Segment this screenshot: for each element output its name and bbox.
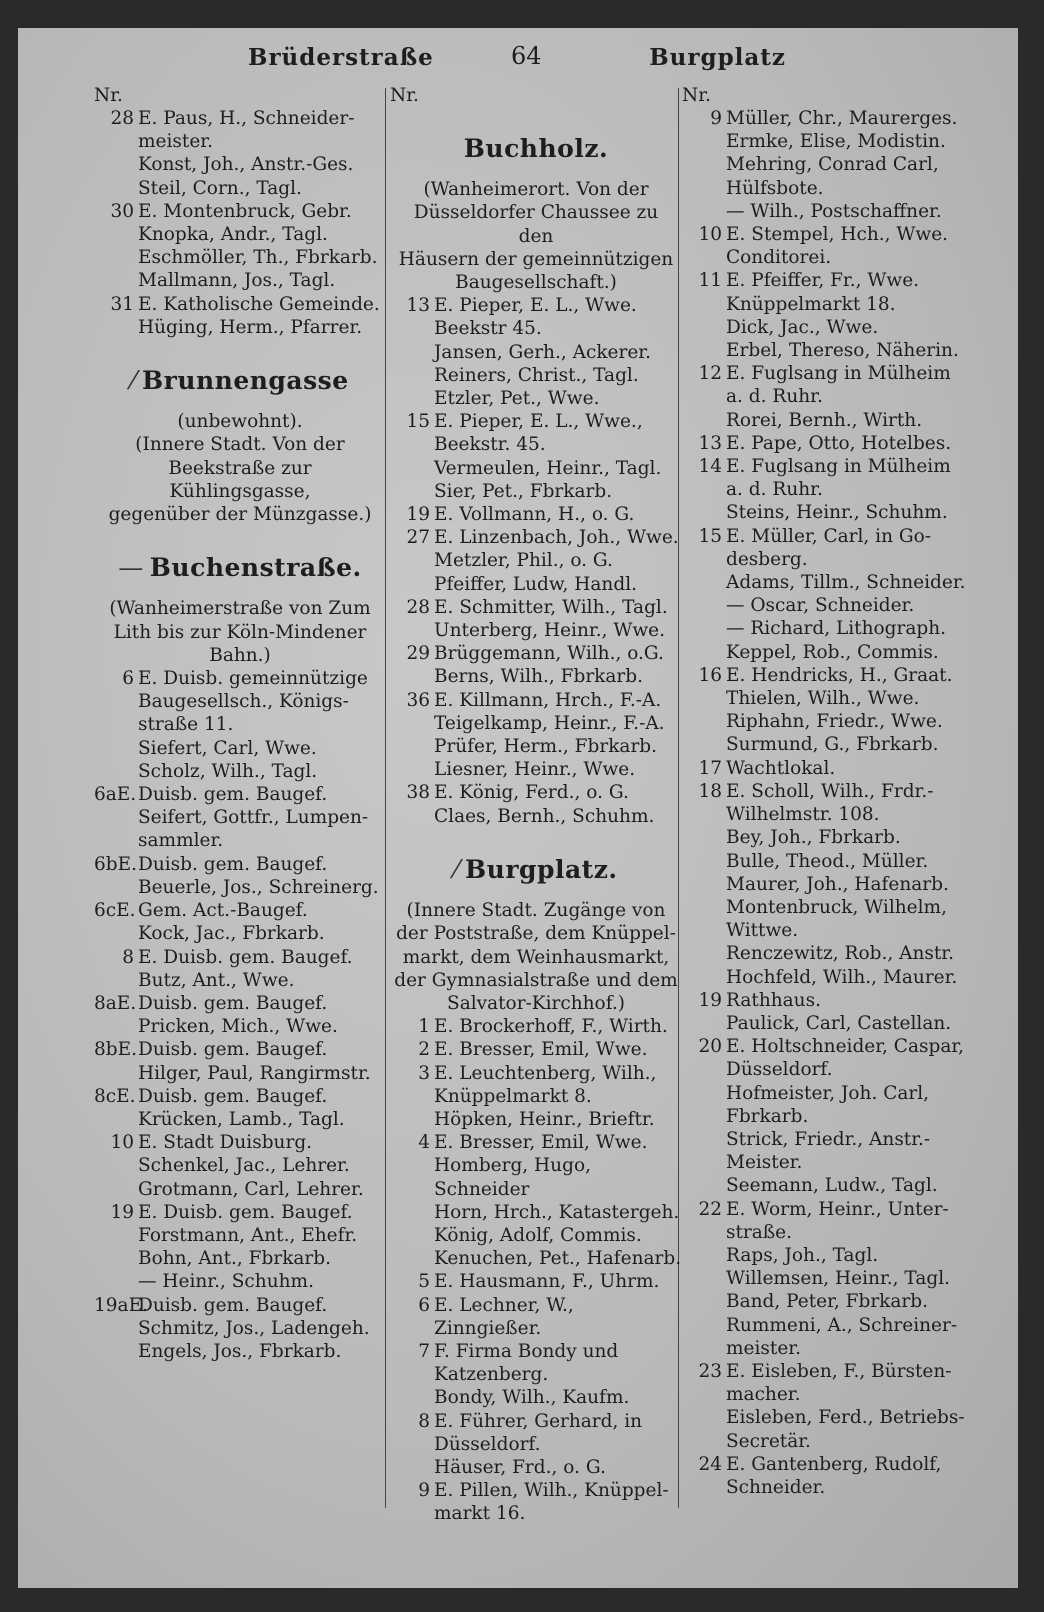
- resident-line: Teigelkamp, Heinr., F.-A.: [434, 712, 665, 734]
- resident-line: Scholz, Wilh., Tagl.: [138, 760, 318, 782]
- note-line: Beekstraße zur Kühlingsgasse,: [168, 457, 312, 502]
- note-line: (Innere Stadt. Zugänge von: [406, 900, 666, 922]
- resident-line: E. Gantenberg, Rudolf,: [726, 1453, 942, 1475]
- house-number: 6bE.: [94, 853, 137, 875]
- resident-line: Bondy, Wilh., Kaufm.: [434, 1387, 630, 1409]
- resident-line: E. Vollmann, H., o. G.: [434, 504, 635, 526]
- resident-line: E. Duisb. gem. Baugef.: [138, 946, 353, 968]
- resident-line: Beuerle, Jos., Schreinerg.: [138, 876, 379, 898]
- house-entry: [94, 667, 386, 783]
- resident-line: markt 16.: [434, 1503, 526, 1525]
- resident-line: Bohn, Ant., Fbrkarb.: [138, 1248, 332, 1270]
- resident-line: Steins, Heinr., Schuhm.: [726, 502, 948, 524]
- house-entry: [390, 781, 682, 827]
- resident-line: sammler.: [138, 830, 224, 852]
- resident-line: Steil, Corn., Tagl.: [138, 177, 302, 199]
- house-number: 6cE.: [94, 900, 136, 922]
- house-number: 14: [698, 456, 722, 478]
- house-entry: [682, 1453, 976, 1499]
- house-entry: [390, 294, 682, 410]
- resident-line: Krücken, Lamb., Tagl.: [138, 1108, 345, 1130]
- house-number: 6: [418, 1294, 430, 1316]
- resident-line: Seifert, Gottfr., Lumpen-: [138, 807, 369, 829]
- resident-line: Band, Peter, Fbrkarb.: [726, 1291, 928, 1313]
- nr-label: Nr.: [682, 85, 711, 106]
- resident-line: Beekstr. 45.: [434, 434, 546, 456]
- resident-line: Duisb. gem. Baugef.: [138, 1294, 328, 1316]
- house-entry: [94, 1131, 386, 1201]
- house-number: 13: [406, 295, 430, 317]
- resident-line: E. Hausmann, F., Uhrm.: [434, 1271, 660, 1293]
- resident-line: Dick, Jac., Wwe.: [726, 316, 879, 338]
- resident-line: meister.: [138, 131, 213, 153]
- resident-line: straße.: [726, 1221, 792, 1243]
- street-note: [94, 597, 386, 667]
- resident-line: Horn, Hrch., Katastergeh.: [434, 1201, 680, 1223]
- pen-mark-icon: ⁄: [131, 366, 137, 396]
- resident-line: Gem. Act.-Baugef.: [138, 900, 308, 922]
- house-number: 5: [418, 1271, 430, 1293]
- resident-line: E. Fuglsang in Mülheim: [726, 456, 951, 478]
- resident-line: E. Pape, Otto, Hotelbes.: [726, 432, 952, 454]
- street-heading: [390, 134, 682, 163]
- resident-line: E. Pfeiffer, Fr., Wwe.: [726, 270, 920, 292]
- resident-line: Schneider.: [726, 1476, 826, 1498]
- resident-line: Höpken, Heinr., Brieftr.: [434, 1108, 655, 1130]
- resident-line: Seemann, Ludw., Tagl.: [726, 1175, 938, 1197]
- resident-line: Jansen, Gerh., Ackerer.: [434, 341, 651, 363]
- resident-line: Hofmeister, Joh. Carl,: [726, 1082, 930, 1104]
- resident-line: Katzenberg.: [434, 1364, 549, 1386]
- resident-line: Wachtlokal.: [726, 757, 836, 779]
- street-heading: [94, 366, 386, 396]
- house-number: 1: [418, 1016, 430, 1038]
- resident-line: Secretär.: [726, 1430, 811, 1452]
- street-name: Burgplatz.: [465, 854, 618, 884]
- resident-line: Ermke, Elise, Modistin.: [726, 131, 946, 153]
- house-entry: [390, 1015, 682, 1038]
- resident-line: E. Worm, Heinr., Unter-: [726, 1198, 949, 1220]
- house-entry: [390, 1062, 682, 1132]
- header-right-street: Burgplatz: [649, 44, 786, 71]
- house-entry: [682, 107, 976, 223]
- resident-line: Homberg, Hugo, Schneider: [434, 1155, 591, 1200]
- house-number: 17: [698, 757, 722, 779]
- resident-line: Grotmann, Carl, Lehrer.: [138, 1178, 364, 1200]
- resident-line: Surmund, G., Fbrkarb.: [726, 734, 939, 756]
- resident-line: Hochfeld, Wilh., Maurer.: [726, 966, 958, 988]
- house-entry: [390, 1131, 682, 1270]
- resident-line: Bulle, Theod., Müller.: [726, 850, 929, 872]
- resident-line: E. Stempel, Hch., Wwe.: [726, 224, 949, 246]
- resident-line: — Heinr., Schuhm.: [138, 1271, 314, 1293]
- resident-line: E. Scholl, Wilh., Frdr.-: [726, 780, 934, 802]
- resident-line: Riphahn, Friedr., Wwe.: [726, 711, 943, 733]
- resident-line: Etzler, Pet., Wwe.: [434, 388, 600, 410]
- resident-line: Reiners, Christ., Tagl.: [434, 364, 639, 386]
- resident-line: Keppel, Rob., Commis.: [726, 641, 939, 663]
- note-line: Salvator-Kirchhof.): [447, 992, 625, 1014]
- resident-line: Müller, Chr., Maurerges.: [726, 108, 958, 129]
- resident-line: Knüppelmarkt 8.: [434, 1085, 592, 1107]
- resident-line: E. Eisleben, F., Bürsten-: [726, 1360, 952, 1382]
- house-entry: [94, 1085, 386, 1131]
- resident-line: Montenbruck, Wilhelm,: [726, 896, 947, 918]
- note-line: Düsseldorfer Chaussee zu den: [413, 202, 659, 247]
- resident-line: Raps, Joh., Tagl.: [726, 1244, 879, 1266]
- resident-line: E. Katholische Gemeinde.: [138, 293, 380, 315]
- house-number: 6: [122, 668, 134, 690]
- house-entry: [682, 1198, 976, 1360]
- pen-mark-icon: ⁄: [454, 854, 460, 884]
- house-entry: [390, 410, 682, 503]
- resident-line: E. Lechner, W., Zinngießer.: [434, 1294, 574, 1339]
- note-line: (Wanheimerstraße von Zum: [109, 598, 371, 620]
- house-number: 10: [110, 1132, 134, 1154]
- resident-line: Düsseldorf.: [434, 1433, 541, 1455]
- resident-line: Duisb. gem. Baugef.: [138, 1039, 328, 1061]
- note-line: (Wanheimerort. Von der: [423, 179, 649, 201]
- house-entry: [390, 503, 682, 526]
- house-number: 31: [110, 293, 134, 315]
- resident-line: Rathhaus.: [726, 989, 821, 1011]
- column-2: [390, 84, 682, 1526]
- pen-mark-icon: —: [118, 553, 144, 583]
- note-line: gegenüber der Münzgasse.): [108, 504, 372, 526]
- note-line: der Poststraße, dem Knüppel-: [396, 923, 676, 945]
- house-entry: [390, 642, 682, 688]
- house-number: 20: [698, 1036, 722, 1058]
- resident-line: Hüging, Herm., Pfarrer.: [138, 316, 363, 338]
- resident-line: Hülfsbote.: [726, 177, 824, 199]
- resident-line: E. Fuglsang in Mülheim: [726, 363, 951, 385]
- house-entry: [94, 783, 386, 853]
- resident-line: E. Bresser, Emil, Wwe.: [434, 1132, 648, 1154]
- resident-line: Bey, Joh., Fbrkarb.: [726, 827, 901, 849]
- resident-line: Thielen, Wilh., Wwe.: [726, 688, 920, 710]
- resident-line: König, Adolf, Commis.: [434, 1224, 642, 1246]
- resident-line: Schenkel, Jac., Lehrer.: [138, 1155, 350, 1177]
- resident-line: E. Müller, Carl, in Go-: [726, 525, 932, 547]
- resident-line: Forstmann, Ant., Ehefr.: [138, 1224, 358, 1246]
- note-line: Baugesellschaft.): [455, 272, 617, 294]
- house-entry: [682, 269, 976, 362]
- house-number: 28: [406, 596, 430, 618]
- resident-line: E. Leuchtenberg, Wilh.,: [434, 1062, 657, 1084]
- resident-line: E. Führer, Gerhard, in: [434, 1410, 643, 1432]
- resident-line: Butz, Ant., Wwe.: [138, 969, 295, 991]
- resident-line: Knopka, Andr., Tagl.: [138, 224, 328, 246]
- house-number: 2: [418, 1039, 430, 1061]
- house-entry: [682, 780, 976, 989]
- resident-line: Paulick, Carl, Castellan.: [726, 1012, 952, 1034]
- house-entry: [682, 757, 976, 780]
- note-line: Lith bis zur Köln-Mindener: [113, 621, 367, 643]
- house-entry: [390, 1294, 682, 1340]
- resident-line: straße 11.: [138, 714, 234, 736]
- resident-line: Häuser, Frd., o. G.: [434, 1456, 606, 1478]
- resident-line: E. Pieper, E. L., Wwe.,: [434, 411, 643, 433]
- house-entry: [682, 1035, 976, 1197]
- resident-line: Hilger, Paul, Rangirmstr.: [138, 1062, 371, 1084]
- page-header: [18, 36, 1018, 76]
- resident-line: E. Hendricks, H., Graat.: [726, 664, 953, 686]
- house-entry: [94, 1201, 386, 1294]
- resident-line: Duisb. gem. Baugef.: [138, 784, 328, 806]
- resident-line: Beekstr 45.: [434, 318, 542, 340]
- house-number: 24: [698, 1453, 722, 1475]
- resident-line: Berns, Wilh., Fbrkarb.: [434, 666, 643, 688]
- house-number: 19: [110, 1201, 134, 1223]
- house-entry: [94, 899, 386, 945]
- resident-line: E. Linzenbach, Joh., Wwe.: [434, 527, 679, 549]
- street-note: [390, 899, 682, 1015]
- header-left-street: Brüderstraße: [248, 44, 434, 71]
- note-line: der Gymnasialstraße und dem: [394, 969, 678, 991]
- resident-line: E. Duisb. gemeinnützige: [138, 668, 368, 690]
- house-number: 19: [406, 504, 430, 526]
- resident-line: Wilhelmstr. 108.: [726, 804, 880, 826]
- house-number: 27: [406, 527, 430, 549]
- resident-line: macher.: [726, 1384, 801, 1406]
- house-entry: [390, 1038, 682, 1061]
- resident-line: Kock, Jac., Fbrkarb.: [138, 923, 325, 945]
- resident-line: Eschmöller, Th., Fbrkarb.: [138, 247, 378, 269]
- house-entry: [94, 200, 386, 293]
- house-number: 8aE.: [94, 992, 137, 1014]
- house-entry: [390, 1340, 682, 1410]
- house-number: 9: [418, 1480, 430, 1502]
- resident-line: Vermeulen, Heinr., Tagl.: [434, 457, 662, 479]
- house-number: 3: [418, 1062, 430, 1084]
- resident-line: Strick, Friedr., Anstr.-: [726, 1128, 931, 1150]
- resident-line: F. Firma Bondy und: [434, 1340, 619, 1362]
- resident-line: Eisleben, Ferd., Betriebs-: [726, 1407, 965, 1429]
- house-number: 10: [698, 224, 722, 246]
- resident-line: — Richard, Lithograph.: [726, 618, 947, 640]
- resident-line: Siefert, Carl, Wwe.: [138, 737, 317, 759]
- resident-line: E. König, Ferd., o. G.: [434, 782, 629, 804]
- resident-line: E. Killmann, Hrch., F.-A.: [434, 689, 662, 711]
- resident-line: — Oscar, Schneider.: [726, 595, 915, 617]
- resident-line: Schmitz, Jos., Ladengeh.: [138, 1317, 370, 1339]
- resident-line: — Wilh., Postschaffner.: [726, 200, 942, 222]
- house-number: 4: [418, 1132, 430, 1154]
- resident-line: Sier, Pet., Fbrkarb.: [434, 480, 613, 502]
- note-line: Bahn.): [209, 644, 271, 666]
- resident-line: Liesner, Heinr., Wwe.: [434, 759, 636, 781]
- note-line: Häusern der gemeinnützigen: [398, 248, 674, 270]
- house-entry: [682, 223, 976, 269]
- house-entry: [682, 989, 976, 1035]
- resident-line: Conditorei.: [726, 247, 832, 269]
- house-entry: [682, 664, 976, 757]
- resident-line: Baugesellsch., Königs-: [138, 691, 349, 713]
- house-entry: [390, 689, 682, 782]
- resident-line: Knüppelmarkt 18.: [726, 293, 896, 315]
- house-entry: [390, 1410, 682, 1480]
- house-entry: [390, 596, 682, 642]
- note-line: (Innere Stadt. Von der: [135, 434, 345, 456]
- house-number: 36: [406, 689, 430, 711]
- nr-label: Nr.: [94, 85, 123, 106]
- house-number: 11: [698, 270, 722, 292]
- house-number: 15: [698, 525, 722, 547]
- resident-line: Rorei, Bernh., Wirth.: [726, 409, 923, 431]
- house-entry: [682, 362, 976, 432]
- house-number: 18: [698, 780, 722, 802]
- resident-line: Rummeni, A., Schreiner-: [726, 1314, 958, 1336]
- street-name: Buchenstraße.: [149, 553, 362, 583]
- resident-line: E. Pillen, Wilh., Knüppel-: [434, 1480, 669, 1502]
- house-entry: [94, 293, 386, 339]
- house-number: 7: [418, 1340, 430, 1362]
- resident-line: Prüfer, Herm., Fbrkarb.: [434, 736, 658, 758]
- house-number: 8: [122, 946, 134, 968]
- resident-line: Düsseldorf.: [726, 1059, 833, 1081]
- street-note: [94, 410, 386, 526]
- resident-line: Duisb. gem. Baugef.: [138, 1085, 328, 1107]
- house-number: 29: [406, 643, 430, 665]
- resident-line: Konst, Joh., Anstr.-Ges.: [138, 154, 354, 176]
- resident-line: Mehring, Conrad Carl,: [726, 154, 939, 176]
- resident-line: Fbrkarb.: [726, 1105, 809, 1127]
- resident-line: Renczewitz, Rob., Anstr.: [726, 943, 954, 965]
- house-entry: [390, 1479, 682, 1525]
- house-entry: [682, 432, 976, 455]
- resident-line: Erbel, Thereso, Näherin.: [726, 340, 959, 362]
- note-line: markt, dem Weinhausmarkt,: [402, 946, 670, 968]
- resident-line: Kenuchen, Pet., Hafenarb.: [434, 1248, 682, 1270]
- resident-line: meister.: [726, 1337, 801, 1359]
- resident-line: E. Holtschneider, Caspar,: [726, 1036, 965, 1058]
- page-number: 64: [511, 42, 542, 70]
- house-number: 13: [698, 432, 722, 454]
- resident-line: Meister.: [726, 1152, 803, 1174]
- house-entry: [94, 1038, 386, 1084]
- house-number: 16: [698, 664, 722, 686]
- resident-line: Engels, Jos., Fbrkarb.: [138, 1340, 342, 1362]
- resident-line: E. Duisb. gem. Baugef.: [138, 1201, 353, 1223]
- house-number: 9: [710, 108, 722, 129]
- resident-line: E. Stadt Duisburg.: [138, 1132, 313, 1154]
- resident-line: Pricken, Mich., Wwe.: [138, 1016, 338, 1038]
- resident-line: Unterberg, Heinr., Wwe.: [434, 620, 666, 642]
- resident-line: Mallmann, Jos., Tagl.: [138, 270, 336, 292]
- street-name: Brunnengasse: [142, 366, 349, 396]
- house-number: 8bE.: [94, 1039, 137, 1061]
- house-entry: [682, 525, 976, 664]
- house-entry: [94, 853, 386, 899]
- resident-line: Brüggemann, Wilh., o.G.: [434, 643, 664, 665]
- resident-line: Duisb. gem. Baugef.: [138, 992, 328, 1014]
- house-number: 8: [418, 1410, 430, 1432]
- house-entry: [390, 526, 682, 596]
- resident-line: E. Paus, H., Schneider-: [138, 108, 355, 129]
- house-number: 12: [698, 363, 722, 385]
- resident-line: E. Montenbruck, Gebr.: [138, 200, 352, 222]
- house-number: 19: [698, 989, 722, 1011]
- house-entry: [94, 1294, 386, 1364]
- resident-line: Adams, Tillm., Schneider.: [726, 572, 966, 594]
- house-entry: [94, 107, 386, 200]
- resident-line: E. Schmitter, Wilh., Tagl.: [434, 596, 668, 618]
- house-entry: [94, 946, 386, 992]
- street-note: [390, 178, 682, 294]
- house-number: 6aE.: [94, 784, 137, 806]
- house-entry: [682, 1360, 976, 1453]
- resident-line: Wittwe.: [726, 920, 799, 942]
- resident-line: Duisb. gem. Baugef.: [138, 853, 328, 875]
- house-number: 8cE.: [94, 1085, 136, 1107]
- resident-line: a. d. Ruhr.: [726, 479, 823, 501]
- resident-line: Claes, Bernh., Schuhm.: [434, 805, 655, 827]
- note-line: (unbewohnt).: [177, 411, 303, 433]
- resident-line: E. Bresser, Emil, Wwe.: [434, 1039, 648, 1061]
- house-number: 15: [406, 411, 430, 433]
- directory-page: [18, 28, 1018, 1588]
- column-3: [682, 84, 976, 1499]
- house-number: 38: [406, 782, 430, 804]
- house-entry: [682, 455, 976, 525]
- resident-line: Pfeiffer, Ludw, Handl.: [434, 573, 637, 595]
- street-name: Buchholz.: [463, 134, 609, 163]
- resident-line: Willemsen, Heinr., Tagl.: [726, 1268, 950, 1290]
- street-heading: [390, 854, 682, 884]
- house-number: 19aE.: [94, 1294, 148, 1316]
- resident-line: a. d. Ruhr.: [726, 386, 823, 408]
- house-number: 30: [110, 200, 134, 222]
- house-entry: [390, 1270, 682, 1293]
- house-number: 22: [698, 1198, 722, 1220]
- nr-label: Nr.: [390, 85, 419, 106]
- street-heading: [94, 553, 386, 583]
- house-entry: [94, 992, 386, 1038]
- column-1: [94, 84, 386, 1363]
- resident-line: Metzler, Phil., o. G.: [434, 550, 613, 572]
- resident-line: Maurer, Joh., Hafenarb.: [726, 873, 949, 895]
- resident-line: E. Brockerhoff, F., Wirth.: [434, 1016, 668, 1038]
- resident-line: E. Pieper, E. L., Wwe.: [434, 295, 637, 317]
- resident-line: desberg.: [726, 548, 808, 570]
- house-number: 23: [698, 1360, 722, 1382]
- house-number: 28: [110, 108, 134, 129]
